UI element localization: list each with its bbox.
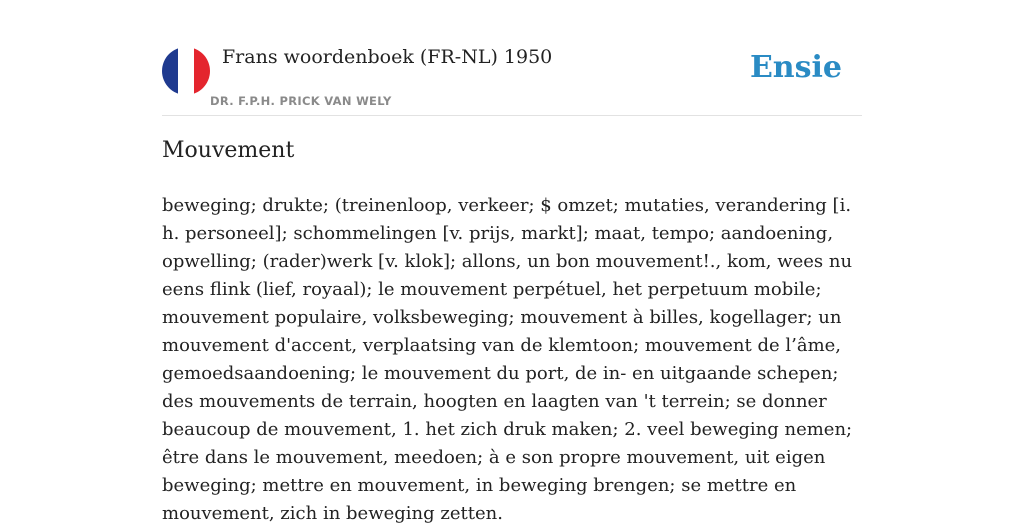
dictionary-header	[162, 0, 862, 116]
flag-blue-stripe	[162, 47, 178, 95]
france-flag-icon	[162, 47, 210, 95]
definition-text: beweging; drukte; (treinenloop, verkeer; $ omzet; mutaties, verandering [i. h. personeel]; schommelingen [v. prijs, markt]; maat, tempo; aandoening, opwelling; (rader)werk [v. klok]; allons, un bon mouvement!., kom, wees nu eens flink (lief, royaal); le mouvement perpétuel, het perpetuum mobile; mouvement populaire, volksbeweging; mouvement à billes, kogellager; un mouvement d'accent, verplaatsing van de klemtoon; mouvement de l’âme, gemoedsaandoening; le mouvement du port, de in- en uitgaande schepen; des mouvements de terrain, hoogten en laagten van 't terrein; se donner beaucoup de mouvement, 1. het zich druk maken; 2. veel beweging nemen; être dans le mouvement, meedoen; à e son propre mouvement, uit eigen beweging; mettre en mouvement, in beweging brengen; se mettre en mouvement, zich in beweging zetten.	[162, 195, 853, 524]
flag-white-stripe	[178, 47, 194, 95]
ensie-logo[interactable]: Ensie	[749, 50, 842, 85]
entry-card	[162, 0, 862, 524]
headword-title: Mouvement	[162, 138, 295, 163]
flag-red-stripe	[194, 47, 210, 95]
dictionary-title[interactable]: Frans woordenboek (FR-NL) 1950	[222, 46, 553, 68]
dictionary-author: DR. F.P.H. PRICK VAN WELY	[210, 94, 392, 108]
